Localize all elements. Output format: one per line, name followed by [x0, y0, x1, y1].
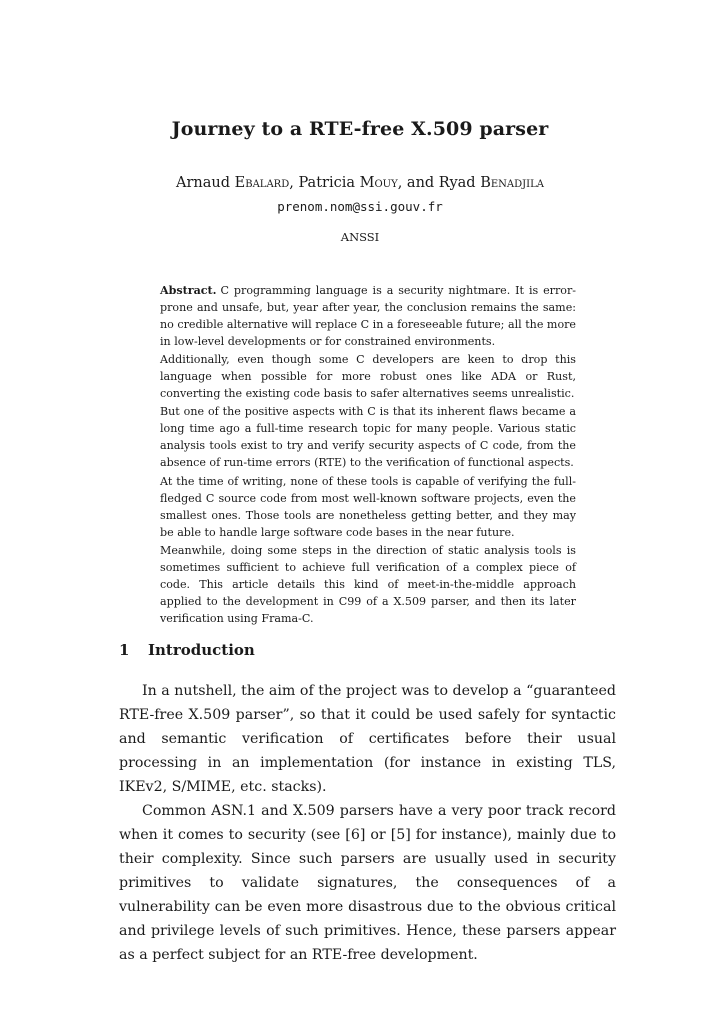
section-heading: [119, 641, 255, 659]
body-text: [119, 679, 616, 967]
abstract-paragraph: But one of the positive aspects with C is that its inherent flaws became a long time ago a full-time research topic for many people. Various static analysis tools exist to try and verify security aspects of C code, from the absence of run-time errors (RTE) to the verification of functional aspects.: [160, 405, 576, 470]
affiliation: ANSSI: [340, 230, 380, 244]
author-1-first: Arnaud: [176, 175, 231, 191]
abstract-paragraph: Additionally, even though some C developers are keen to drop this language when possible for more robust ones like ADA or Rust, converting the existing code basis to safer alternatives seems unrealistic.: [160, 353, 576, 401]
author-2-first: Patricia: [298, 175, 356, 191]
author-separator-1: ,: [289, 175, 299, 191]
abstract-paragraph-text: C programming language is a security nightmare. It is error-prone and unsafe, but, year after year, the conclusion remains the same: no credible alternative will replace C in a foreseeable future; all the more in low-level developments or for constrained environments.: [160, 284, 576, 348]
abstract: [160, 282, 576, 628]
author-1-last: Ebalard: [234, 175, 290, 191]
author-2-last: Mouy: [359, 175, 398, 191]
author-email: prenom.nom@ssi.gouv.fr: [277, 199, 443, 214]
author-separator-2: , and: [397, 175, 439, 191]
abstract-paragraph: Meanwhile, doing some steps in the direction of static analysis tools is sometimes sufficient to achieve full verification of a complex piece of code. This article details this kind of meet-in-the-middle approach applied to the development in C99 of a X.509 parser, and then its later verification using Frama-C.: [160, 543, 576, 625]
author-list: [0, 175, 720, 191]
body-paragraph: In a nutshell, the aim of the project was to develop a “guaranteed RTE-free X.509 parser”, so that it could be used safely for syntactic and semantic verification of certificates before their usual processing in an implementation (for instance in existing TLS, IKEv2, S/MIME, etc. stacks).: [119, 683, 616, 795]
author-3-first: Ryad: [438, 175, 476, 191]
section-number: 1: [119, 641, 130, 659]
author-3-last: Benadjila: [480, 175, 544, 191]
body-paragraph: Common ASN.1 and X.509 parsers have a very poor track record when it comes to security (see [6] or [5] for instance), mainly due to their complexity. Since such parsers are usually used in security primitives to validate signatures, the consequences of a vulnerability can be even more disastrous due to the obvious critical and privilege levels of such primitives. Hence, these parsers appear as a perfect subject for an RTE-free development.: [119, 803, 616, 963]
abstract-paragraph: At the time of writing, none of these tools is capable of verifying the full-fledged C source code from most well-known software projects, even the smallest ones. Those tools are nonetheless getting better, and they may be able to handle large software code bases in the near future.: [160, 474, 576, 539]
section-title: Introduction: [148, 641, 255, 659]
abstract-label: Abstract.: [160, 284, 217, 297]
abstract-paragraph: [160, 282, 576, 350]
paper-title: Journey to a RTE-free X.509 parser: [171, 118, 549, 140]
